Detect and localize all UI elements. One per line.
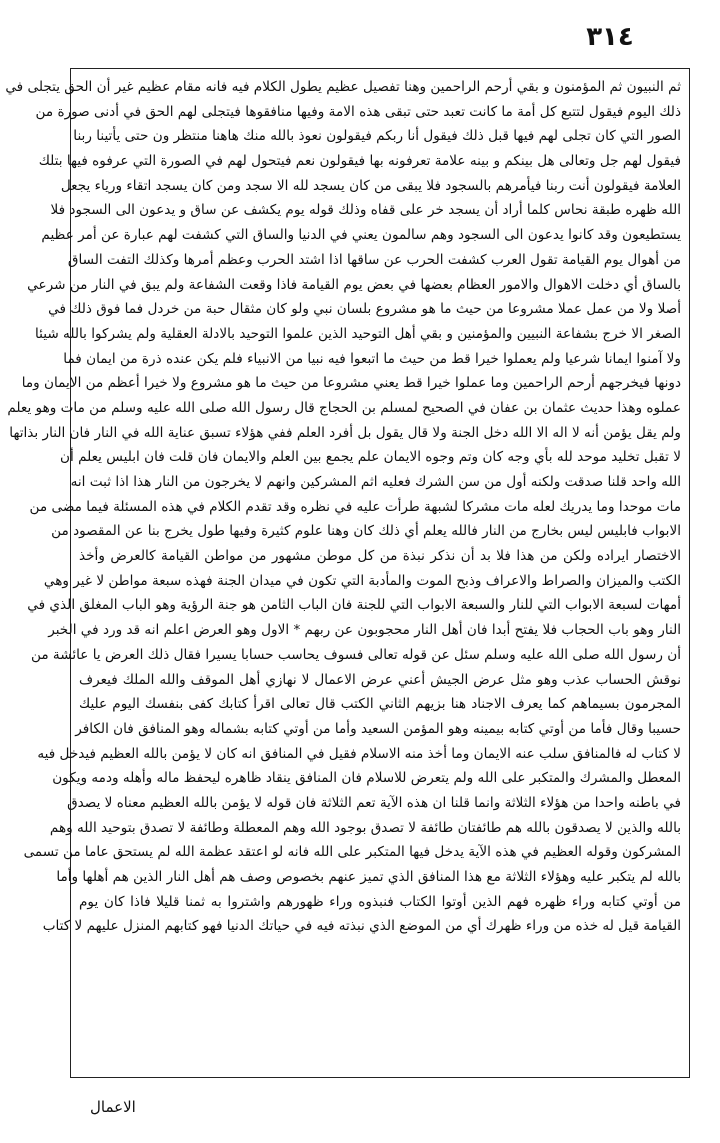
text-line: أمهات لسبعة الابواب التي للنار والسبعة الابواب التي للجنة فان الباب الثامن هو جنة الرؤية وهو الباب المغلق الذي في <box>27 597 681 614</box>
text-line: المعطل والمشرك والمتكبر على الله ولم يتعرض للاسلام فان المنافق ينقاد ظاهره ليحفظ ماله وأهله ودمه ويكون <box>52 770 681 787</box>
text-line: الله واحد قلنا صدقت ولكنه أول من سن الشرك فعليه اثم المشركين وانهم لا يخرجون من النار هذا اذا ثبت انه <box>70 474 681 490</box>
text-line: العلامة فيقولون أنت ربنا فيأمرهم بالسجود فلا يبقى من كان يسجد لله الا سجد ومن كان يسجد اتقاء ورياء يجعل <box>60 177 681 194</box>
text-line: دونها فيخرجهم أرحم الراحمين وما عملوا خيرا قط يعني مشروعا من حيث ما هو مشروع ولا خيرا أعظم من الايمان وما <box>21 375 681 392</box>
text-line: فيقول لهم جل وتعالى هل بينكم و بينه علامة تعرفونه بها فيقولون نعم فيتحول لهم في الصورة التي عرفوه فيها بتلك <box>38 153 681 170</box>
text-line: أصلا ولا من عمل عملا مشروعا من حيث ما هو مشروع بلسان نبي ولو كان مثقال حبة من خردل فما فوق ذلك في <box>48 301 681 318</box>
text-line: المشركون وقوله العظيم في هذه الآية يدخل فيها المتكبر على الله فانه لو اعتقد عظمة الله لم يستحق عاما من تسمى <box>23 844 681 861</box>
text-line: من أهوال يوم القيامة تقول العرب كشفت الحرب عن ساقها اذا اشتد الحرب وعظم أمرها وكذلك التفت الساق <box>67 251 681 268</box>
text-line: ذلك اليوم فيقول لتتبع كل أمة ما كانت تعبد حتى تبقى هذه الامة وفيها منافقوها فيتجلى لهم الحق في أدنى صورة من <box>35 103 681 120</box>
text-line: حسيبا وقال فأما من أوتي كتابه بيمينه وهو المؤمن السعيد وأما من أوتي كتابه بشماله وهو المنافق فان الكافر <box>75 720 681 737</box>
text-line: بالله لم يتكبر عليه وهؤلاء الثلاثة مع هذا المنافق الذي تميز عنهم بخصوص وصف هم أهل النار الذين هم أهلها وأما <box>56 869 681 885</box>
text-line: الكتب والميزان والصراط والاعراف وذبح الموت والمأدبة التي تكون في ميدان الجنة فهذه سبعة مواطن لا غير وهي <box>43 572 681 589</box>
main-text <box>5 75 681 939</box>
catchword: الاعمال <box>90 1098 136 1116</box>
text-line: لا تقبل تخليد موحد لله بأي وجه كان وتم وجوه الايمان علم يجمع بين العلم والايمان فان قلت فان ابليس يعلم أن <box>59 449 681 466</box>
text-line: الابواب فابليس ليس بخارج من النار فالله يعلم أي ذلك كان وهنا علوم كثيرة وفيها طول يخرج بنا عن المقصود من <box>51 523 681 540</box>
text-line: لا كتاب له فالمنافق سلب عنه الايمان وما أخذ منه الاسلام فقيل في المنافق انه كان لا يؤمن بالله العظيم فيدخل فيه <box>37 745 681 762</box>
text-line: القيامة قيل له خذه من وراء ظهرك أي من الموضع الذي نبذته فيه في حياتك الدنيا فهو كتابهم المنزل عليهم لا كتاب <box>42 918 681 935</box>
text-line: المجرمون بسيماهم كما يعرف الاجناد هنا بزيهم الثاني الكتب قال تعالى اقرأ كتابك كفى بنفسك اليوم عليك <box>79 696 681 713</box>
text-line: ولم يقل يؤمن أنه لا اله الا الله دخل الجنة ولا قال يقول بل أفرد العلم ففي هؤلاء تسبق عناية الله في النار فان النار بذاتها <box>9 424 681 441</box>
text-frame <box>5 68 690 1078</box>
text-line: ثم النبيون ثم المؤمنون و بقي أرحم الراحمين وهنا تفصيل عظيم يطول الكلام فيه فانه مقام عظيم غير أن الحق يتجلى في <box>5 79 681 95</box>
text-line: من أوتي كتابه وراء ظهره فهم الذين أوتوا الكتاب فنبذوه وراء ظهورهم واشتروا به ثمنا قليلا فاذا كان يوم <box>79 893 681 910</box>
text-line: الاختصار ايراده ولكن من هذا فلا بد أن نذكر نبذة من كل موطن مشهور من مواطن القيامة كالعرض وأخذ <box>79 548 681 565</box>
text-line: نوقش الحساب عذب وهو مثل عرض الجيش أعني عرض الاعمال لا نهازي أهل الموقف والله الملك فيعرف <box>79 671 681 688</box>
text-line: ولا آمنوا ايمانا شرعيا ولم يعملوا خيرا قط من حيث ما اتبعوا فيه نبيا من الانبياء فلم يكن عنده ذرة من ايمان فما <box>63 350 681 367</box>
text-line: النار وهو باب الحجاب فلا يفتح أبدا فان أهل النار محجوبون عن ربهم * الاول وهو العرض اعلم انه قد ورد في الخبر <box>48 622 681 639</box>
page-number: ٣١٤ <box>586 22 634 52</box>
text-line: مات موحدا وما يدريك لعله مات مشركا لشبهة طرأت عليه في نظره وقد تقدم الكلام في هذه المسئلة فيما مضى من <box>29 498 681 515</box>
text-line: الصغر الا خرج بشفاعة النبيين والمؤمنين و بقي أهل التوحيد الذين علموا التوحيد بالادلة العقلية ولم يشركوا بالله شيئا <box>34 325 681 342</box>
text-line: يستطيعون وقد كانوا يدعون الى السجود وهم سالمون يعني في الدنيا والساق التي كشفت لهم عبارة عن أمر عظيم <box>41 227 681 244</box>
text-line: بالساق أي دخلت الاهوال والامور العظام بعضها في بعض يوم القيامة فاذا وقعت الشفاعة ولم يبق في النار من شرعي <box>27 276 681 293</box>
text-line: بالله والذين لا يصدقون بالله هم طائفتان طائفة لا تصدق بوجود الله وهم المعطلة وطائفة لا تصدق بتوحيد الله وهم <box>49 819 681 836</box>
text-line: الصور التي كان تجلى لهم فيها قبل ذلك فيقول أنا ربكم فيقولون نعوذ بالله منك هاهنا منتظر ون حتى يأتينا ربنا <box>73 128 681 145</box>
text-line: الله ظهره طبقة نحاس كلما أراد أن يسجد خر على قفاه وذلك قوله يوم يكشف عن ساق و يدعون الى السجود فلا <box>50 202 681 219</box>
text-line: أن رسول الله صلى الله عليه وسلم سئل عن قوله تعالى فسوف يحاسب حسابا يسيرا فقال ذلك العرض يا عائشة من <box>30 646 681 663</box>
text-line: عملوه وهذا حديث عثمان بن عفان في الصحيح لمسلم بن الحجاج قال رسول الله صلى الله عليه وسلم من مات وهو يعلم <box>7 399 681 416</box>
text-line: في باطنه واحدا من هؤلاء الثلاثة وانما قلنا ان هذه الآية تعم الثلاثة فان قوله لا يؤمن بالله العظيم معناه لا يصدق <box>67 794 681 811</box>
